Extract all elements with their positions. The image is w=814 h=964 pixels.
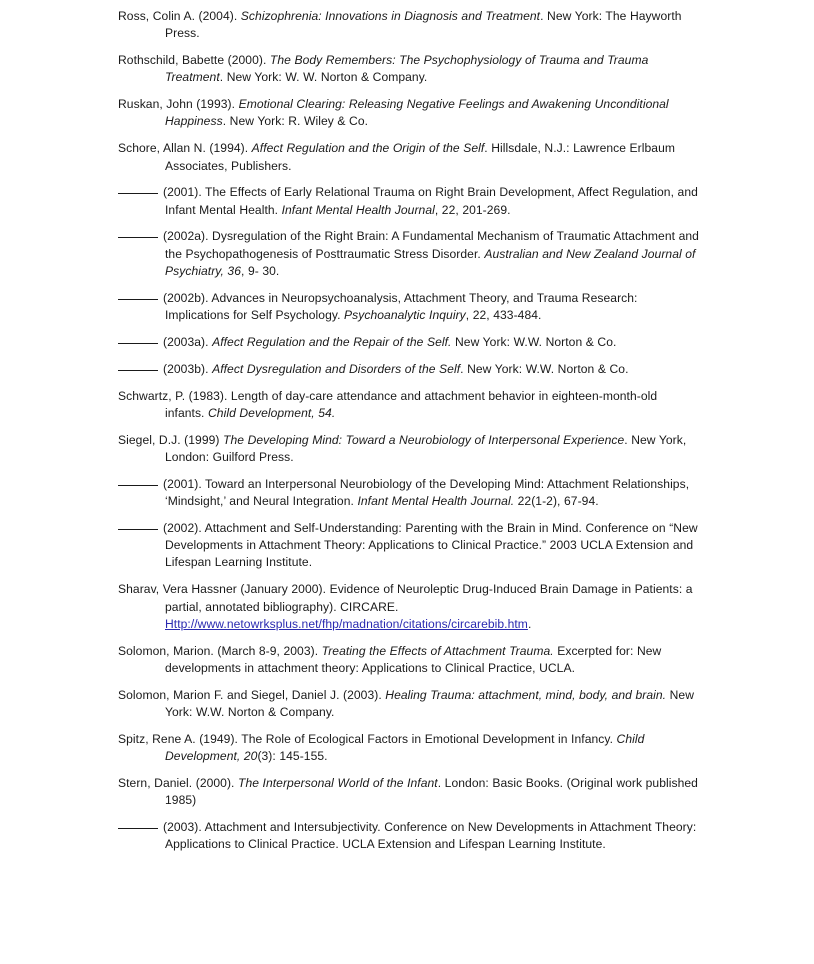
reference-title-italic: Child Development, 20 (165, 731, 645, 764)
reference-text: . New York: W. W. Norton & Company. (219, 70, 428, 85)
reference-text: Siegel, D.J. (1999) (118, 432, 224, 447)
author-repeat-rule (118, 193, 158, 194)
reference-entry (118, 140, 700, 175)
reference-text: . London: Basic Books. (Original work published 1985) (165, 775, 698, 808)
reference-title-italic: The Interpersonal World of the Infant (238, 775, 438, 790)
reference-title-italic: The Developing Mind: Toward a Neurobiology of Interpersonal Experience (223, 432, 625, 447)
reference-text: . New York, London: Guilford Press. (165, 432, 687, 464)
reference-title-italic: Infant Mental Health Journal. (357, 494, 515, 509)
reference-title-italic: Schizophrenia: Innovations in Diagnosis and Treatment (240, 9, 541, 23)
reference-entry (118, 520, 700, 572)
reference-entry (118, 819, 700, 854)
reference-list (118, 8, 700, 854)
reference-text: Schore, Allan N. (1994). (118, 141, 252, 156)
reference-text: (2001). Toward an Interpersonal Neurobiology of the Developing Mind: Attachment Relationships, ‘Mindsight,’ and Neural Integration. (163, 476, 690, 509)
reference-text: 22(1-2), 67-94. (514, 494, 599, 509)
reference-text: Ruskan, John (1993). (118, 97, 239, 112)
reference-text: . New York: W.W. Norton & Co. (460, 361, 629, 376)
author-repeat-rule (118, 299, 158, 300)
reference-entry (118, 52, 700, 87)
author-repeat-rule (118, 529, 158, 530)
reference-text: Spitz, Rene A. (1949). The Role of Ecological Factors in Emotional Development in Infancy. (118, 731, 617, 746)
reference-text: (2002b). Advances in Neuropsychoanalysis, Attachment Theory, and Trauma Research: Implications for Self Psychology. (163, 290, 638, 323)
reference-title-italic: Affect Dysregulation and Disorders of the Self (212, 361, 461, 376)
reference-text: . New York: R. Wiley & Co. (222, 114, 369, 129)
author-repeat-rule (118, 343, 158, 344)
reference-entry (118, 8, 700, 43)
reference-text: , 22, 433-484. (465, 308, 542, 323)
reference-entry (118, 334, 700, 351)
reference-text: , 9- 30. (241, 264, 280, 279)
reference-text: (2003a). (163, 334, 213, 349)
reference-text: (3): 145-155. (257, 749, 328, 764)
reference-text: Ross, Colin A. (2004). (118, 9, 241, 23)
reference-text: New York: W.W. Norton & Co. (451, 334, 617, 349)
reference-entry (118, 476, 700, 511)
reference-title-italic: Psychoanalytic Inquiry (344, 308, 466, 323)
reference-title-italic: Emotional Clearing: Releasing Negative Feelings and Awakening Unconditional Happiness (165, 97, 669, 129)
reference-entry (118, 731, 700, 766)
reference-title-italic: Child Development, 54. (208, 405, 336, 420)
author-repeat-rule (118, 237, 158, 238)
author-repeat-rule (118, 828, 158, 829)
reference-entry (118, 290, 700, 325)
reference-entry (118, 361, 700, 378)
reference-text: . New York: The Hayworth Press. (165, 9, 682, 41)
reference-url-link[interactable]: Http://www.netowrksplus.net/fhp/madnation/citations/circarebib.htm (165, 616, 528, 631)
reference-entry (118, 184, 700, 219)
reference-entry (118, 643, 700, 678)
reference-text: Solomon, Marion. (March 8-9, 2003). (118, 643, 322, 658)
reference-text: . Hillsdale, N.J.: Lawrence Erlbaum Associates, Publishers. (165, 141, 676, 173)
reference-title-italic: Healing Trauma: attachment, mind, body, and brain. (385, 687, 667, 702)
reference-text: , 22, 201-269. (434, 202, 511, 217)
reference-text: Stern, Daniel. (2000). (118, 775, 239, 790)
reference-entry (118, 687, 700, 722)
reference-text: (2003b). (163, 361, 213, 376)
reference-title-italic: Affect Regulation and the Repair of the Self. (212, 334, 452, 349)
reference-text: (2002a). Dysregulation of the Right Brain: A Fundamental Mechanism of Traumatic Attachment and the Psychopathogenesis of Posttraumatic Stress Disorder. (163, 229, 699, 261)
reference-title-italic: Affect Regulation and the Origin of the Self (251, 141, 485, 156)
reference-title-italic: Australian and New Zealand Journal of Psychiatry, 36 (165, 246, 696, 279)
reference-title-italic: The Body Remembers: The Psychophysiology of Trauma and Trauma Treatment (165, 53, 649, 85)
author-repeat-rule (118, 370, 158, 371)
reference-entry (118, 775, 700, 810)
reference-entry (118, 432, 700, 467)
reference-title-italic: Treating the Effects of Attachment Trauma. (321, 643, 554, 658)
reference-entry (118, 581, 700, 633)
reference-text: (2002). Attachment and Self-Understanding: Parenting with the Brain in Mind. Conference on “New Developments in Attachment Theory: Applications to Clinical Practice.” 2003 UCLA Extension and Lifespan Learning Institute. (163, 520, 698, 570)
reference-entry (118, 96, 700, 131)
reference-text: New York: W.W. Norton & Company. (165, 687, 694, 719)
reference-entry (118, 388, 700, 423)
reference-title-italic: Infant Mental Health Journal (281, 202, 435, 217)
author-repeat-rule (118, 485, 158, 486)
reference-text: Solomon, Marion F. and Siegel, Daniel J. (2003). (118, 687, 386, 702)
reference-text: . (527, 616, 532, 631)
reference-text: (2003). Attachment and Intersubjectivity. Conference on New Developments in Attachment Theory: Applications to Clinical Practice. UCLA Extension and Lifespan Learning Institute. (163, 819, 697, 852)
reference-text: Excerpted for: New developments in attachment theory: Applications to Clinical Practice, UCLA. (165, 643, 662, 675)
reference-text: (2001). The Effects of Early Relational Trauma on Right Brain Development, Affect Regulation, and Infant Mental Health. (163, 185, 698, 217)
reference-text: Schwartz, P. (1983). Length of day-care attendance and attachment behavior in eighteen-month-old infants. (118, 388, 658, 420)
reference-entry (118, 228, 700, 280)
reference-text: Rothschild, Babette (2000). (118, 53, 270, 68)
reference-text: Sharav, Vera Hassner (January 2000). Evidence of Neuroleptic Drug-Induced Brain Damage in Patients: a partial, annotated bibliography). CIRCARE. (118, 582, 693, 614)
